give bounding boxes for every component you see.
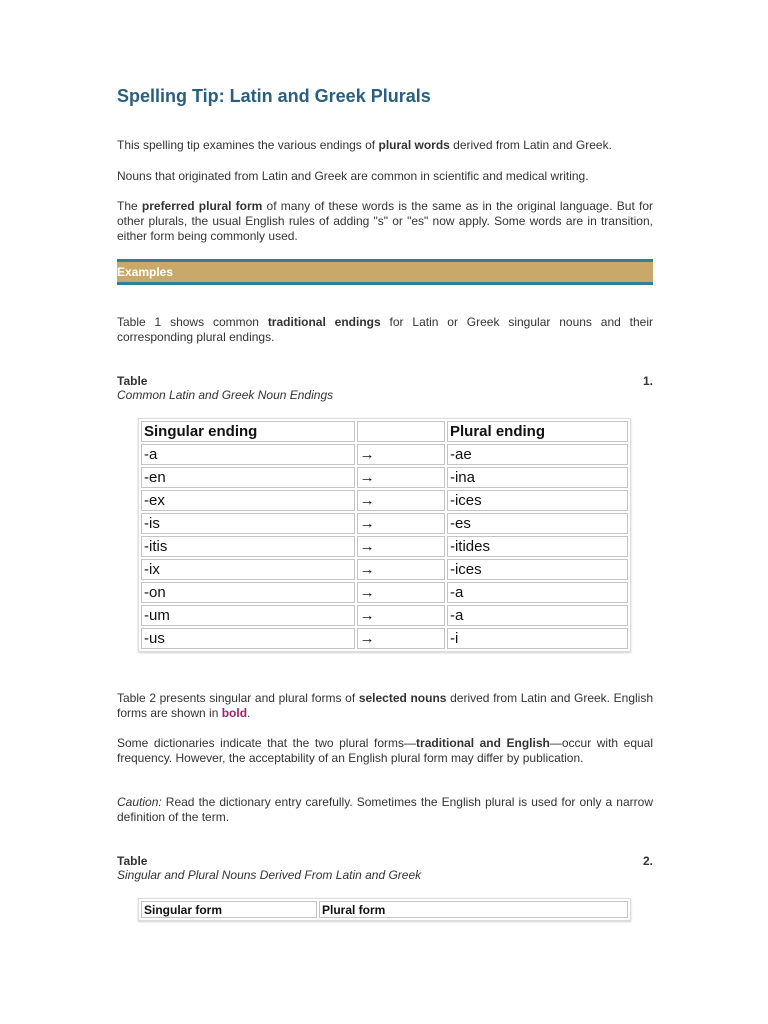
caution-label: Caution: [117, 795, 162, 809]
table1-caption-label: Table [117, 374, 148, 388]
intro-1-bold: plural words [378, 138, 450, 152]
dict-text-a: Some dictionaries indicate that the two plural forms— [117, 736, 417, 750]
table-row [141, 582, 628, 603]
table-row [141, 490, 628, 511]
table1-intro-c: for Latin or Greek singular nouns and their corresponding plural endings. [117, 315, 653, 344]
plural-ending-cell: -ices [447, 490, 628, 511]
table1-intro-a: Table 1 shows common [117, 315, 268, 329]
singular-ending-cell: -ix [141, 559, 355, 580]
singular-ending-cell: -on [141, 582, 355, 603]
table-header-row [141, 421, 628, 442]
table2-intro-e: . [247, 706, 251, 720]
plural-ending-cell: -i [447, 628, 628, 649]
singular-ending-cell: -ex [141, 490, 355, 511]
intro-paragraph-1 [117, 138, 653, 153]
singular-ending-cell: -itis [141, 536, 355, 557]
table2-caption-subtitle: Singular and Plural Nouns Derived From Latin and Greek [117, 868, 422, 882]
intro-3-text-a: The [117, 199, 142, 213]
plural-ending-cell: -ae [447, 444, 628, 465]
arrow-icon: → [357, 513, 445, 534]
arrow-icon: → [357, 628, 445, 649]
arrow-icon: → [357, 582, 445, 603]
arrow-icon: → [357, 536, 445, 557]
singular-ending-cell: -en [141, 467, 355, 488]
plural-ending-cell: -ina [447, 467, 628, 488]
dictionary-paragraph [117, 736, 653, 766]
plural-ending-cell: -es [447, 513, 628, 534]
table2-caption-label: Table [117, 854, 148, 868]
arrow-icon: → [357, 467, 445, 488]
table-row [141, 605, 628, 626]
plural-ending-cell: -itides [447, 536, 628, 557]
table-row [141, 467, 628, 488]
header-plural-ending: Plural ending [447, 421, 628, 442]
header-plural-form: Plural form [319, 901, 628, 918]
dict-bold: traditional and English [416, 736, 550, 750]
nouns-table [138, 898, 631, 921]
table-row [141, 628, 628, 649]
header-singular-form: Singular form [141, 901, 317, 918]
plural-ending-cell: -a [447, 605, 628, 626]
table-row [141, 536, 628, 557]
table-row [141, 444, 628, 465]
table2-intro-paragraph [117, 691, 653, 721]
arrow-icon: → [357, 490, 445, 511]
singular-ending-cell: -us [141, 628, 355, 649]
table2-caption-number: 2. [642, 854, 653, 868]
table2-intro-a: Table 2 presents singular and plural forms of [117, 691, 359, 705]
intro-1-text-c: derived from Latin and Greek. [449, 138, 612, 152]
arrow-icon: → [357, 559, 445, 580]
header-arrow-column [357, 421, 445, 442]
table1-intro-paragraph [117, 315, 653, 345]
singular-ending-cell: -um [141, 605, 355, 626]
plural-ending-cell: -a [447, 582, 628, 603]
table1-caption-number: 1. [642, 374, 653, 388]
arrow-icon: → [357, 444, 445, 465]
table2-intro-c: derived from Latin and Greek. English forms are shown in [117, 691, 653, 720]
table2-intro-bold-example: bold [221, 706, 248, 720]
caution-paragraph [117, 795, 653, 825]
header-singular-ending: Singular ending [141, 421, 355, 442]
arrow-icon: → [357, 605, 445, 626]
section-header-examples [117, 259, 653, 285]
intro-3-bold: preferred plural form [141, 199, 263, 213]
intro-paragraph-3 [117, 199, 653, 244]
table2-caption [117, 854, 653, 882]
table-header-row [141, 901, 628, 918]
table1-caption-subtitle: Common Latin and Greek Noun Endings [117, 388, 334, 402]
intro-3-text-c: of many of these words is the same as in the original language. But for other plurals, the usual English rules of adding "s" or "es" now apply. Some words are in transition, either form being commonly used. [117, 199, 653, 243]
intro-1-text-a: This spelling tip examines the various endings of [117, 138, 379, 152]
table1-caption [117, 374, 653, 402]
intro-paragraph-2: Nouns that originated from Latin and Greek are common in scientific and medical writing. [117, 169, 589, 183]
singular-ending-cell: -is [141, 513, 355, 534]
dict-text-c: —occur with equal frequency. However, the acceptability of an English plural form may differ by publication. [117, 736, 654, 765]
plural-ending-cell: -ices [447, 559, 628, 580]
section-header-label: Examples [117, 265, 174, 279]
noun-endings-table [138, 418, 631, 652]
caution-text: Read the dictionary entry carefully. Sometimes the English plural is used for only a narrow definition of the term. [117, 795, 653, 824]
singular-ending-cell: -a [141, 444, 355, 465]
table2-intro-bold: selected nouns [358, 691, 447, 705]
table-row [141, 513, 628, 534]
page-title: Spelling Tip: Latin and Greek Plurals [117, 86, 431, 106]
table1-intro-bold: traditional endings [267, 315, 381, 329]
table-row [141, 559, 628, 580]
